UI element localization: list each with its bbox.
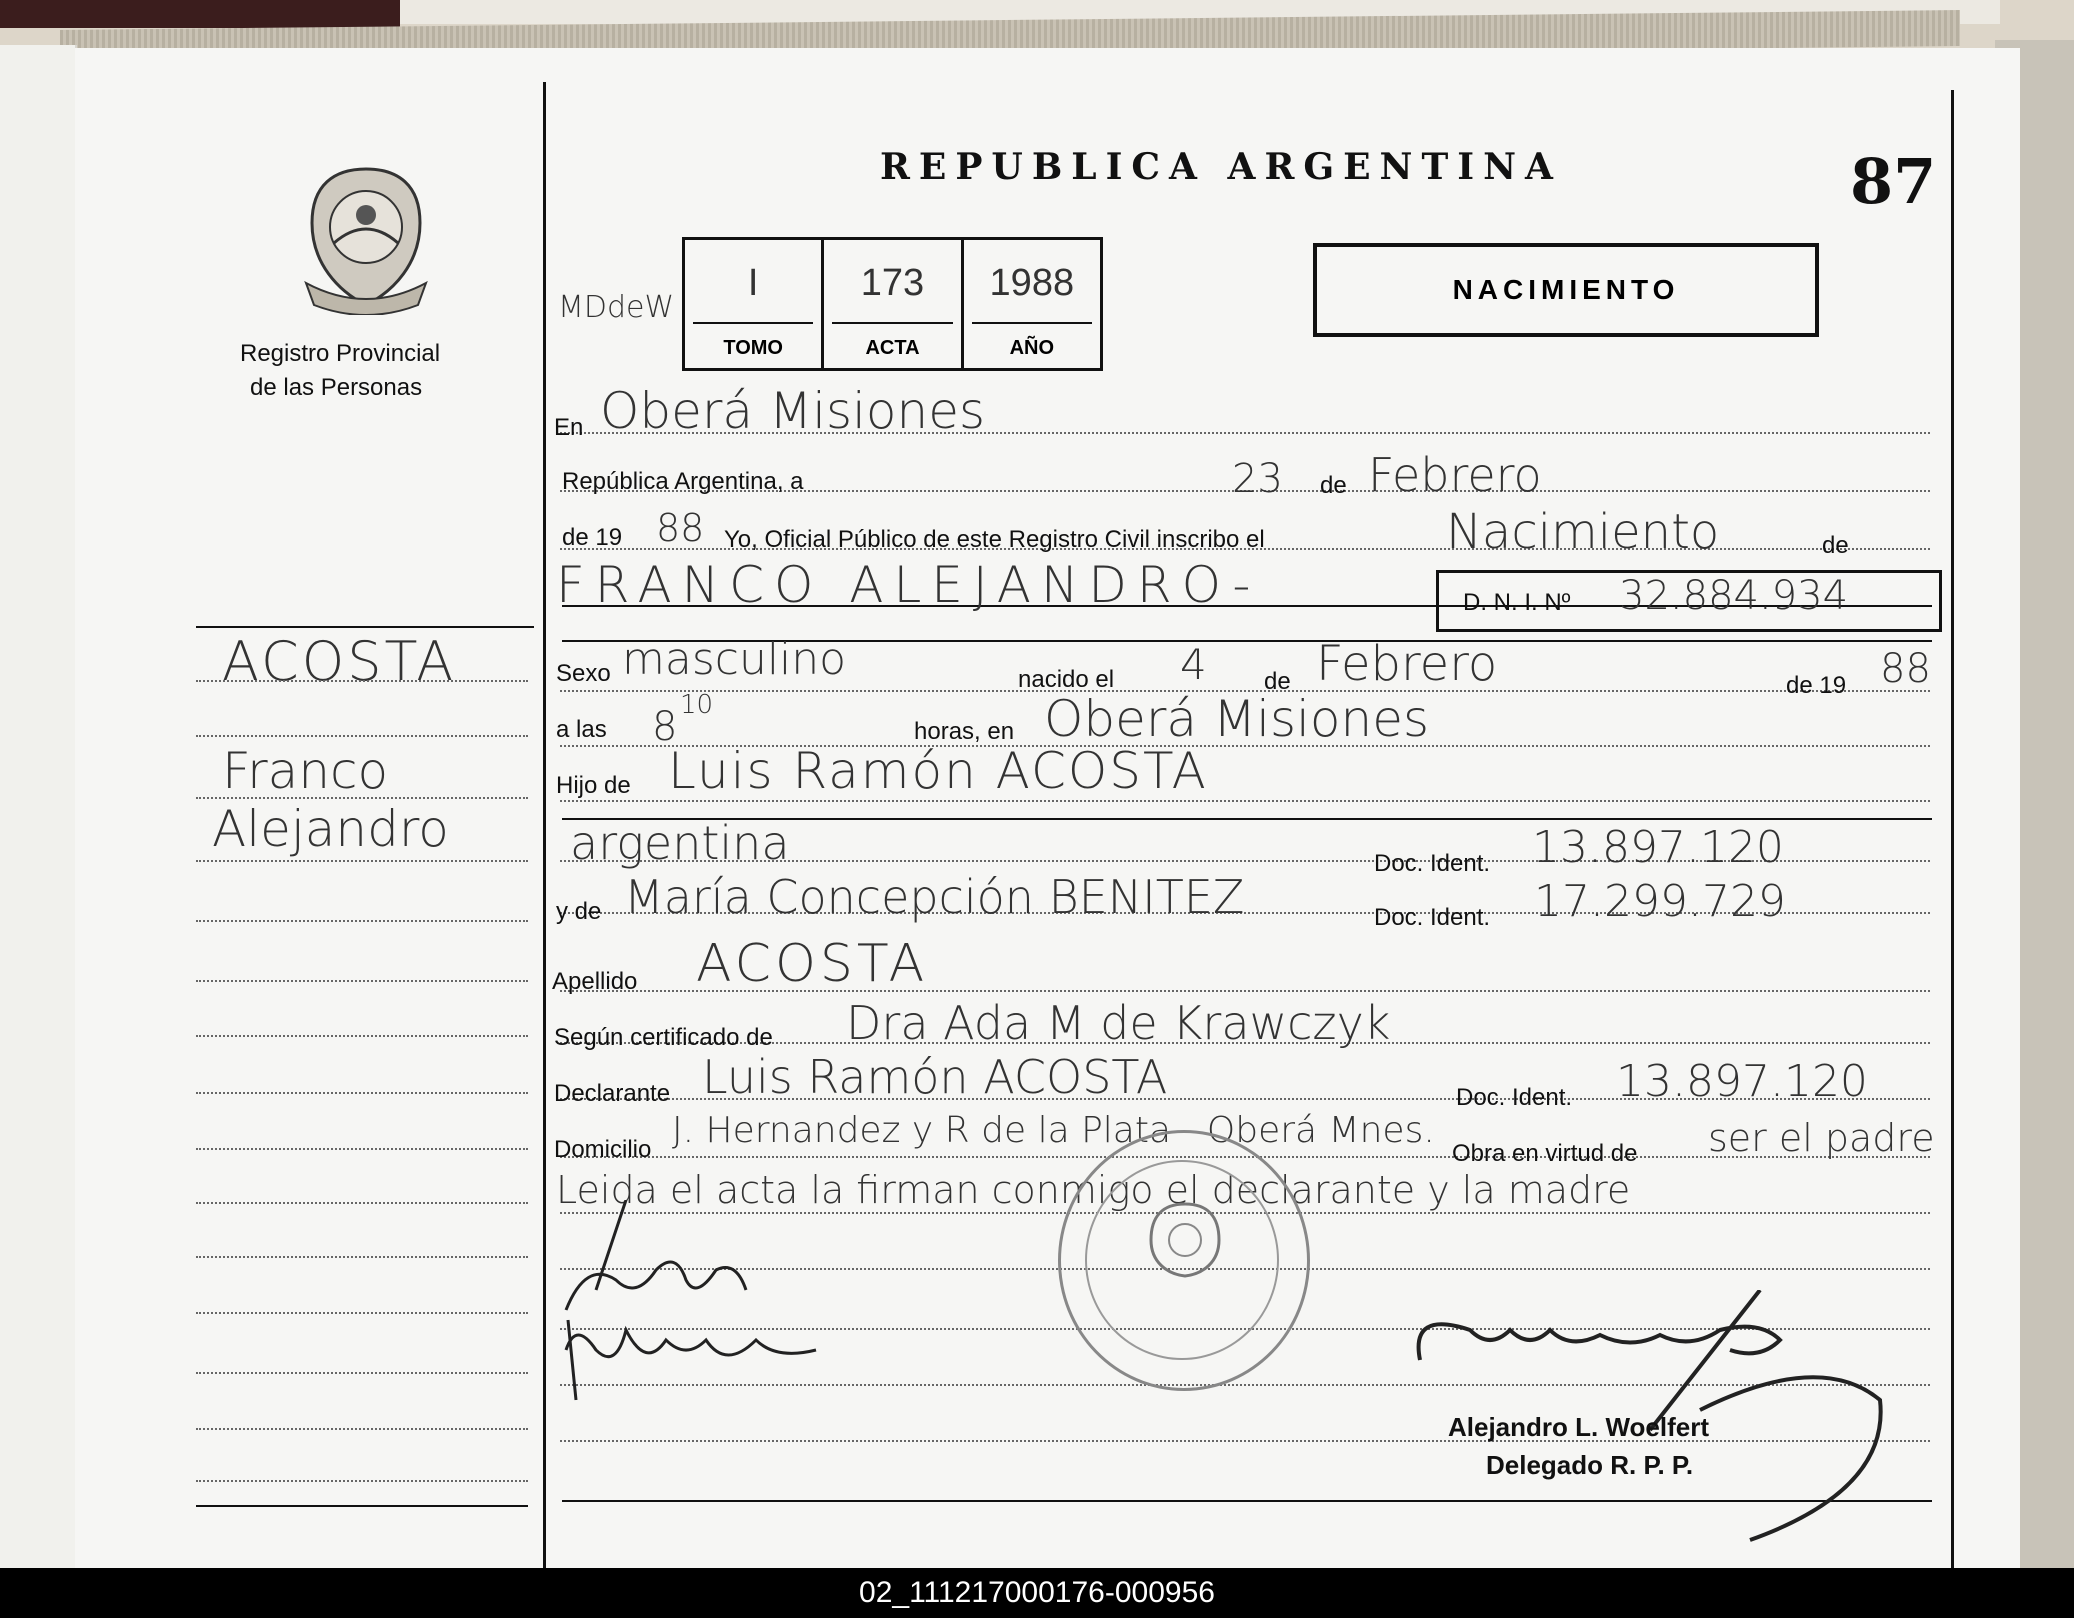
registration-day: 23: [1232, 456, 1283, 502]
domicilio-label: Domicilio: [554, 1136, 652, 1163]
certificate-issuer: Dra Ada M de Krawczyk: [846, 996, 1391, 1050]
margin-ruled-line: [196, 1428, 528, 1430]
mother-doc: 17.299.729: [1534, 876, 1786, 927]
margin-ruled-line: [196, 1256, 528, 1258]
margin-bottom-rule: [196, 1505, 528, 1507]
doc-label-father: Doc. Ident.: [1374, 850, 1491, 877]
margin-ruled-line: [196, 1480, 528, 1482]
father-name: Luis Ramón ACOSTA: [668, 742, 1208, 800]
year-prefix-label: de 19: [562, 524, 623, 551]
de19-label: de 19: [1786, 672, 1847, 699]
tomo-cell: [685, 240, 824, 368]
mother-name: María Concepción BENITEZ: [624, 870, 1245, 924]
acta-label: ACTA: [865, 337, 920, 359]
nacido-label: nacido el: [1018, 666, 1115, 693]
image-id-bar: [0, 1568, 2074, 1618]
child-full-name: FRANCO ALEJANDRO-: [556, 556, 1261, 614]
birth-day: 4: [1180, 640, 1207, 689]
dni-box: [1436, 570, 1942, 632]
margin-ruled-line: [196, 1312, 528, 1314]
registration-year: 88: [656, 506, 705, 550]
leida-statement: Leida el acta la firman conmigo el declarante y la madre: [556, 1168, 1631, 1212]
record-number-table: [682, 237, 1103, 371]
oficial-statement: Yo, Oficial Público de este Registro Civil inscribo el: [724, 526, 1265, 553]
left-page-edge: [0, 45, 77, 1570]
margin-ruled-line: [196, 797, 528, 799]
segun-label: Según certificado de: [554, 1024, 773, 1051]
right-border-line: [1951, 90, 1954, 1570]
father-doc: 13.897.120: [1532, 822, 1784, 873]
page-number: 87: [1850, 145, 1937, 218]
margin-given-name-1: Franco: [222, 742, 389, 800]
record-type-box: NACIMIENTO: [1313, 243, 1819, 337]
ano-value: 1988: [989, 262, 1075, 304]
hijo-label: Hijo de: [556, 772, 631, 799]
margin-ruled-line: [196, 920, 528, 922]
tomo-value: I: [747, 262, 759, 304]
birth-place: Oberá Misiones: [1044, 690, 1430, 748]
ano-label: AÑO: [1009, 337, 1055, 359]
dni-label: D. N. I. Nº: [1463, 589, 1571, 616]
acta-cell: [824, 240, 963, 368]
birth-month: Febrero: [1316, 636, 1498, 692]
form-dotted-line: [560, 800, 1930, 802]
document-title: REPUBLICA ARGENTINA: [880, 146, 1562, 188]
margin-ruled-line: [196, 1372, 528, 1374]
apellido-value: ACOSTA: [696, 934, 929, 994]
alas-label: a las: [556, 716, 607, 743]
doc-label-declarante: Doc. Ident.: [1456, 1084, 1573, 1111]
margin-surname: ACOSTA: [222, 630, 457, 693]
declarante-name: Luis Ramón ACOSTA: [702, 1050, 1168, 1104]
tomo-label: TOMO: [723, 337, 783, 359]
en-place-value: Oberá Misiones: [600, 382, 986, 440]
registry-name-line2: de las Personas: [250, 374, 423, 401]
sexo-value: masculino: [622, 634, 847, 685]
birth-minute: 10: [680, 690, 714, 720]
apellido-label: Apellido: [552, 968, 638, 995]
birth-year: 88: [1880, 646, 1931, 692]
ano-cell: [964, 240, 1100, 368]
margin-top-rule: [196, 626, 534, 628]
seal-emblem-icon: [1145, 1200, 1225, 1280]
image-id-text: 02_111217000176-000956: [859, 1576, 1215, 1609]
horas-label: horas, en: [914, 718, 1015, 745]
province-emblem-icon: [298, 165, 434, 315]
margin-ruled-line: [196, 860, 528, 862]
margin-divider-line: [543, 82, 546, 1572]
declarante-label: Declarante: [554, 1080, 671, 1107]
registry-name-line1: Registro Provincial: [240, 340, 441, 367]
book-cover-corner: [0, 0, 400, 28]
domicilio-value: J. Hernandez y R de la Plata - Oberá Mnes.: [672, 1110, 1435, 1151]
de3-label: de: [1264, 668, 1291, 695]
registration-month: Febrero: [1368, 448, 1542, 502]
official-name: Alejandro L. Woelfert: [1448, 1412, 1709, 1442]
obra-value: ser el padre: [1708, 1116, 1935, 1160]
margin-ruled-line: [196, 680, 528, 682]
doc-label-mother: Doc. Ident.: [1374, 904, 1491, 931]
de2-label: de: [1822, 532, 1849, 559]
declarante-doc: 13.897.120: [1616, 1056, 1868, 1107]
yde-label: y de: [556, 898, 602, 925]
record-prefix: MDdeW: [558, 290, 675, 325]
margin-ruled-line: [196, 1035, 528, 1037]
act-type-value: Nacimiento: [1446, 504, 1720, 560]
margin-ruled-line: [196, 980, 528, 982]
margin-ruled-line: [196, 735, 528, 737]
declarante-signature: [556, 1200, 856, 1410]
republica-label: República Argentina, a: [562, 468, 804, 495]
en-label: En: [554, 414, 584, 441]
margin-ruled-line: [196, 1148, 528, 1150]
birth-hour: 8: [652, 704, 678, 750]
de-label: de: [1320, 472, 1347, 499]
acta-value: 173: [860, 262, 925, 304]
margin-ruled-line: [196, 1202, 528, 1204]
margin-given-name-2: Alejandro: [212, 800, 449, 858]
dni-value: 32.884.934: [1619, 573, 1849, 619]
margin-ruled-line: [196, 1092, 528, 1094]
father-nationality: argentina: [570, 816, 790, 870]
obra-label: Obra en virtud de: [1452, 1140, 1638, 1167]
sexo-label: Sexo: [556, 660, 611, 687]
official-title: Delegado R. P. P.: [1486, 1450, 1694, 1480]
